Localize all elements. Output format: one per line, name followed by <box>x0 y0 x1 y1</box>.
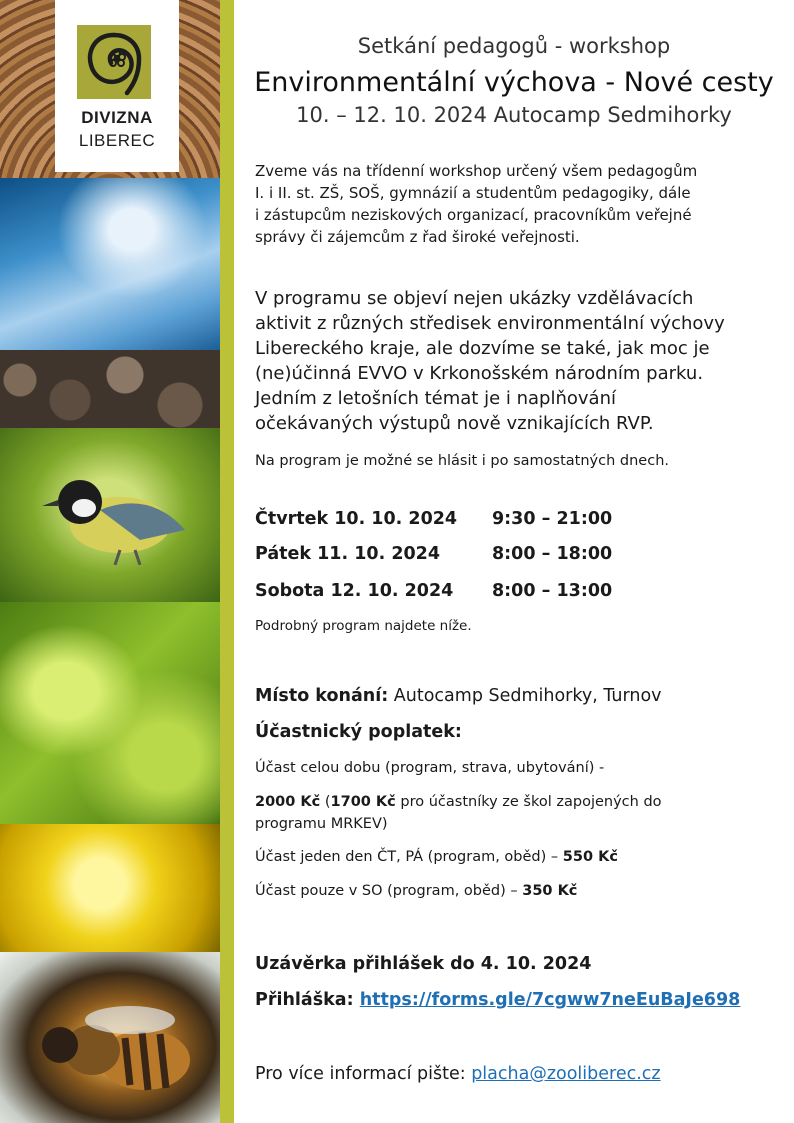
fee-full-rest-line: programu MRKEV) <box>255 816 388 832</box>
contact-text: Pro více informací pište: <box>255 1064 472 1084</box>
fee-saturday-line <box>255 883 577 899</box>
program-line: V programu se objeví nejen ukázky vzdělávacích <box>255 288 694 309</box>
fee-full-price-line <box>255 794 662 810</box>
spiral-flower-icon <box>77 25 151 99</box>
event-title: Environmentální výchova - Nové cesty <box>254 67 774 98</box>
program-line: aktivit z různých středisek environmentální výchovy <box>255 313 725 334</box>
fee-saturday-text: Účast pouze v SO (program, oběd) – <box>255 883 523 899</box>
bee-illustration <box>30 990 200 1110</box>
schedule-day-thursday: Čtvrtek 10. 10. 2024 <box>255 509 458 529</box>
flower-photo <box>0 824 220 952</box>
event-dates: 10. – 12. 10. 2024 Autocamp Sedmihorky <box>296 103 732 127</box>
fee-saturday-price: 350 Kč <box>522 883 578 899</box>
venue-value: Autocamp Sedmihorky, Turnov <box>388 686 662 706</box>
fee-full-line: Účast celou dobu (program, strava, ubytování) - <box>255 760 605 776</box>
fee-label: Účastnický poplatek: <box>255 722 462 742</box>
program-note: Na program je možné se hlásit i po samostatných dnech. <box>255 453 669 469</box>
program-line: Libereckého kraje, ale dozvíme se také, jak moc je <box>255 338 710 359</box>
schedule-day-saturday: Sobota 12. 10. 2024 <box>255 581 454 601</box>
intro-paragraph <box>255 160 775 248</box>
water-photo <box>0 178 220 350</box>
accent-bar <box>220 0 234 1123</box>
fee-full-rest: pro účastníky ze škol zapojených do <box>395 794 662 810</box>
bird-illustration <box>40 470 190 565</box>
intro-line: i zástupcům neziskových organizací, pracovníkům veřejné <box>255 206 692 224</box>
deadline: Uzávěrka přihlášek do 4. 10. 2024 <box>255 954 592 974</box>
intro-line: Zveme vás na třídenní workshop určený všem pedagogům <box>255 162 698 180</box>
program-paragraph <box>255 286 775 436</box>
logo-emblem <box>77 25 151 99</box>
fee-full-price: 2000 Kč <box>255 794 321 810</box>
logo-text-divizna: DIVIZNA <box>81 108 153 127</box>
fee-school-price: 1700 Kč <box>330 794 396 810</box>
schedule-note: Podrobný program najdete níže. <box>255 618 472 634</box>
fee-oneday-price: 550 Kč <box>562 849 618 865</box>
intro-line: I. i II. st. ZŠ, SOŠ, gymnázií a studentům pedagogiky, dále <box>255 184 691 202</box>
intro-line: správy či zájemcům z řad široké veřejnosti. <box>255 228 580 246</box>
stones-photo <box>0 350 220 428</box>
schedule-time-thursday: 9:30 – 21:00 <box>492 509 613 529</box>
schedule-time-saturday: 8:00 – 13:00 <box>492 581 613 601</box>
schedule-day-friday: Pátek 11. 10. 2024 <box>255 544 441 564</box>
contact-email-link[interactable]: placha@zooliberec.cz <box>471 1064 661 1084</box>
program-line: Jedním z letošních témat je i naplňování <box>255 388 616 409</box>
fee-full-mid: ( <box>320 794 331 810</box>
fee-oneday-line <box>255 849 618 865</box>
fee-oneday-text: Účast jeden den ČT, PÁ (program, oběd) – <box>255 849 563 865</box>
application <box>255 990 740 1010</box>
application-link[interactable]: https://forms.gle/7cgww7neEuBaJe698 <box>359 990 741 1010</box>
program-line: očekávaných výstupů nově vznikajících RVP. <box>255 413 654 434</box>
event-subtitle: Setkání pedagogů - workshop <box>357 34 671 58</box>
program-line: (ne)účinná EVVO v Krkonošském národním parku. <box>255 363 704 384</box>
application-label: Přihláška: <box>255 990 360 1010</box>
logo <box>55 0 179 172</box>
venue <box>255 686 662 706</box>
schedule-time-friday: 8:00 – 18:00 <box>492 544 613 564</box>
leaves-photo <box>0 602 220 824</box>
venue-label: Místo konání: <box>255 686 389 706</box>
logo-text-liberec: LIBEREC <box>78 131 156 150</box>
contact <box>255 1064 661 1084</box>
